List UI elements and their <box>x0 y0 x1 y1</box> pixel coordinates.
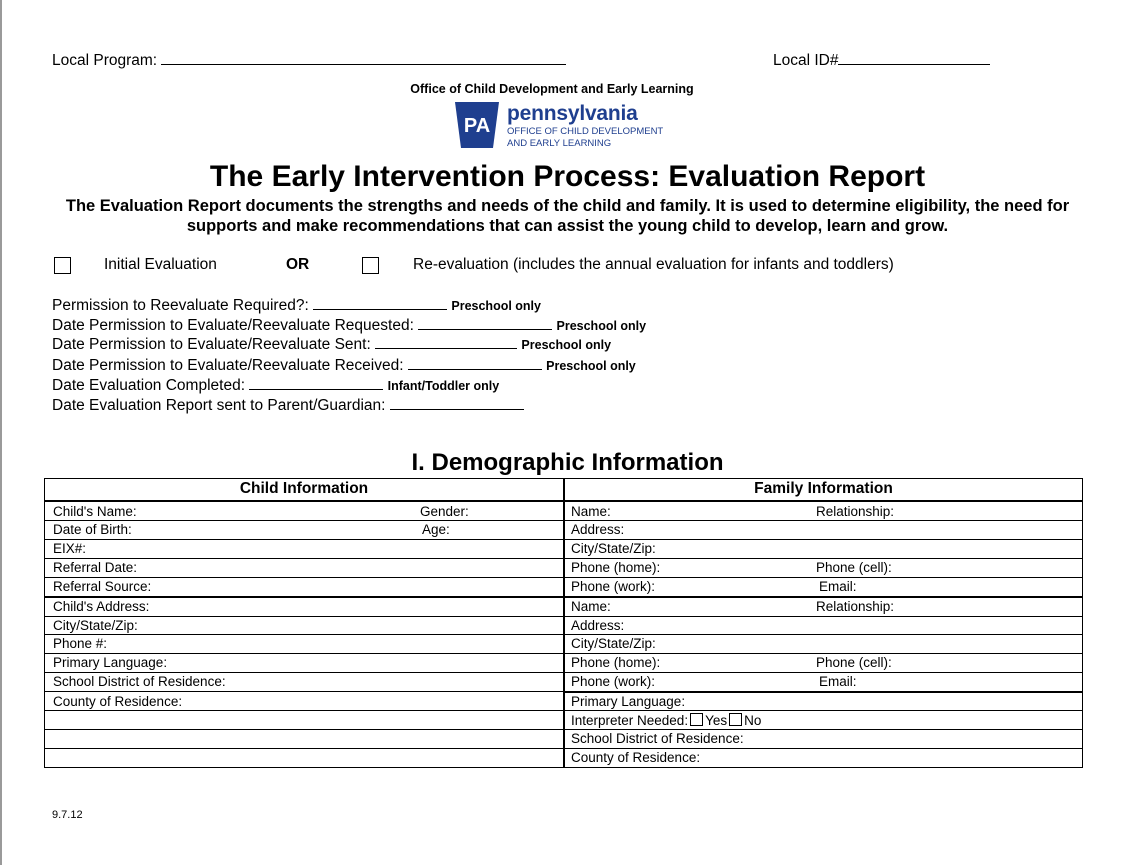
section-title: I. Demographic Information <box>411 449 724 476</box>
family-county-label: County of Residence: <box>571 750 701 765</box>
interpreter-label: Interpreter Needed: <box>571 713 689 728</box>
date-label: Date Permission to Evaluate/Reevaluate Received: <box>52 357 404 374</box>
date-row <box>52 375 499 395</box>
row-divider <box>45 539 1082 540</box>
family-email-label: Email: <box>819 579 857 594</box>
date-row <box>52 315 646 335</box>
date-note: Preschool only <box>546 359 636 373</box>
family-name-label: Name: <box>571 599 611 614</box>
local-program-field <box>52 50 566 70</box>
family-school-label: School District of Residence: <box>571 731 744 746</box>
family-relationship-label: Relationship: <box>816 504 895 519</box>
child-address-label: Child's Address: <box>53 599 150 614</box>
row-divider <box>45 672 1082 673</box>
local-program-line[interactable] <box>161 50 566 65</box>
row-divider <box>45 748 1082 749</box>
row-divider <box>45 596 1082 598</box>
date-line[interactable] <box>390 395 524 410</box>
office-line: Office of Child Development and Early Learning <box>410 82 694 96</box>
row-divider <box>564 691 1082 693</box>
family-city-label: City/State/Zip: <box>571 541 656 556</box>
date-line[interactable] <box>375 334 517 349</box>
page-edge <box>0 0 2 865</box>
interpreter-no-label: No <box>744 713 762 728</box>
date-note: Infant/Toddler only <box>387 379 500 393</box>
family-language-label: Primary Language: <box>571 694 686 709</box>
row-divider <box>45 653 1082 654</box>
reevaluation-label: Re-evaluation (includes the annual evaluation for infants and toddlers) <box>413 256 894 273</box>
child-gender-label: Gender: <box>420 504 469 519</box>
row-divider <box>45 558 1082 559</box>
page-title: The Early Intervention Process: Evaluation Report <box>209 160 926 193</box>
family-address-label: Address: <box>571 522 625 537</box>
demographic-table <box>44 478 1083 768</box>
date-label: Permission to Reevaluate Required?: <box>52 297 309 314</box>
child-info-header: Child Information <box>239 480 369 497</box>
child-name-label: Child's Name: <box>53 504 137 519</box>
family-relationship-label: Relationship: <box>816 599 895 614</box>
date-row <box>52 334 611 354</box>
child-city-label: City/State/Zip: <box>53 618 138 633</box>
local-program-label: Local Program: <box>52 52 158 69</box>
date-note: Preschool only <box>556 319 647 333</box>
family-city-label: City/State/Zip: <box>571 636 656 651</box>
family-phone-home-label: Phone (home): <box>571 560 661 575</box>
row-divider <box>45 577 1082 578</box>
reevaluation-checkbox[interactable] <box>362 257 379 274</box>
interpreter-yes-checkbox[interactable] <box>690 713 703 726</box>
local-id-field <box>773 50 990 70</box>
row-divider <box>45 729 1082 730</box>
pa-logo <box>455 102 675 150</box>
date-note: Preschool only <box>521 338 612 352</box>
family-info-header: Family Information <box>754 480 893 497</box>
referral-date-label: Referral Date: <box>53 560 138 575</box>
logo-badge: PA <box>463 115 491 137</box>
date-row <box>52 355 636 375</box>
version-footer: 9.7.12 <box>52 809 83 821</box>
date-row <box>52 295 541 315</box>
logo-sub2: AND EARLY LEARNING <box>507 138 612 149</box>
row-divider <box>45 634 1082 635</box>
date-label: Date Evaluation Report sent to Parent/Guardian: <box>52 397 386 414</box>
row-divider <box>45 710 1082 711</box>
initial-evaluation-label: Initial Evaluation <box>104 256 217 273</box>
child-county-label: County of Residence: <box>53 694 183 709</box>
referral-source-label: Referral Source: <box>53 579 152 594</box>
date-label: Date Permission to Evaluate/Reevaluate Requested: <box>52 317 414 334</box>
interpreter-yes-label: Yes <box>705 713 728 728</box>
row-divider <box>45 691 564 692</box>
family-email-label: Email: <box>819 674 857 689</box>
local-id-label: Local ID# <box>773 52 839 69</box>
logo-name: pennsylvania <box>507 102 638 125</box>
family-name-label: Name: <box>571 504 611 519</box>
keystone-icon <box>455 102 499 148</box>
date-line[interactable] <box>313 295 447 310</box>
interpreter-no-checkbox[interactable] <box>729 713 742 726</box>
child-dob-label: Date of Birth: <box>53 522 132 537</box>
family-phone-cell-label: Phone (cell): <box>816 655 892 670</box>
column-divider <box>563 479 565 767</box>
date-line[interactable] <box>418 315 552 330</box>
date-line[interactable] <box>408 355 542 370</box>
family-phone-work-label: Phone (work): <box>571 579 656 594</box>
family-phone-cell-label: Phone (cell): <box>816 560 892 575</box>
date-label: Date Evaluation Completed: <box>52 377 246 394</box>
child-eix-label: EIX#: <box>53 541 87 556</box>
row-divider <box>45 520 1082 521</box>
logo-sub1: OFFICE OF CHILD DEVELOPMENT <box>507 126 664 137</box>
interpreter-field <box>571 713 761 728</box>
child-language-label: Primary Language: <box>53 655 168 670</box>
row-divider <box>45 616 1082 617</box>
family-phone-home-label: Phone (home): <box>571 655 661 670</box>
row-divider <box>45 500 1082 502</box>
date-line[interactable] <box>249 375 383 390</box>
date-row <box>52 395 524 415</box>
child-phone-label: Phone #: <box>53 636 108 651</box>
child-age-label: Age: <box>422 522 450 537</box>
family-address-label: Address: <box>571 618 625 633</box>
date-label: Date Permission to Evaluate/Reevaluate Sent: <box>52 336 371 353</box>
date-note: Preschool only <box>451 299 541 313</box>
or-label: OR <box>286 256 310 273</box>
family-phone-work-label: Phone (work): <box>571 674 656 689</box>
child-school-label: School District of Residence: <box>53 674 226 689</box>
local-id-line[interactable] <box>838 50 990 65</box>
intro-text: The Evaluation Report documents the strengths and needs of the child and family. It is used to determine eligibility, the need for supports and make recommendations that can assist the young child to develop, learn and grow. <box>65 197 1070 235</box>
initial-evaluation-checkbox[interactable] <box>54 257 71 274</box>
